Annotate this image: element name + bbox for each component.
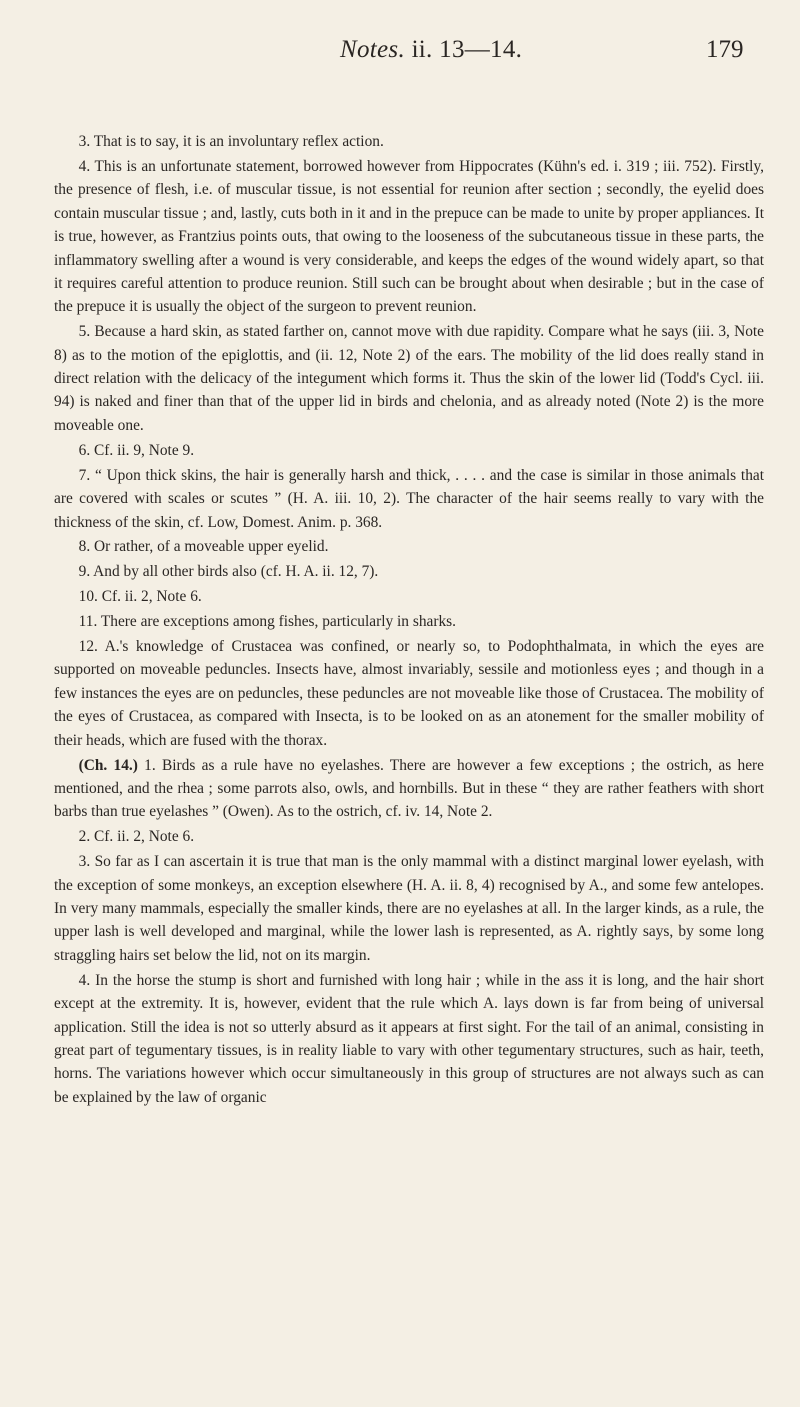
note-text: 8. Or rather, of a moveable upper eyelid. [78,538,329,556]
note-paragraph [54,439,764,462]
note-paragraph [54,560,764,583]
note-paragraph [54,155,764,319]
note-text: 11. There are exceptions among fishes, particularly in sharks. [78,613,457,631]
note-paragraph [54,635,764,752]
note-text: 6. Cf. ii. 9, Note 9. [78,441,195,459]
note-paragraph [54,130,764,153]
note-paragraph [54,464,764,534]
note-text: 3. So far as I can ascertain it is true that man is the only mammal with a distinct marginal lower eyelash, with the exception of some monkeys, an exception elsewhere (H. A. ii. 8, 4) recognised by A., and some few antelopes. In very many mammals, especially the smaller kinds, there are no eyelashes at all. In the larger kinds, as a rule, the upper lash is well developed and marginal, while the lower lash is represented, as A. rightly says, by some long straggling hairs set below the lid, not on its margin. [54,853,764,964]
notes-body [54,130,764,1111]
note-text: 4. In the horse the stump is short and furnished with long hair ; while in the ass it is long, and the hair short except at the extremity. It is, however, evident that the rule which A. lays down is far from being of universal application. Still the idea is not so utterly absurd as it appears at first sight. For the tail of an animal, consisting in great part of tegumentary tissues, is in reality liable to vary with other tegumentary structures, such as hair, teeth, horns. The variations however which occur simultaneously in this group of structures are not always such as can be explained by the law of organic [54,971,764,1106]
running-head-title: Notes. [340,36,405,63]
note-paragraph [54,825,764,848]
note-paragraph [54,535,764,558]
running-head [340,36,522,64]
note-paragraph [54,969,764,1109]
note-text: 3. That is to say, it is an involuntary reflex action. [78,133,384,150]
page-header [0,36,800,76]
note-paragraph [54,610,764,633]
note-paragraph-chapter-start [54,754,764,824]
note-paragraph [54,850,764,967]
note-paragraph [54,320,764,437]
note-text: 5. Because a hard skin, as stated farther on, cannot move with due rapidity. Compare what he says (iii. 3, Note 8) as to the motion of the epiglottis, and (ii. 12, Note 2) of the ears. The mobility of the lid does really stand in direct relation with the delicacy of the integument which forms it. Thus the skin of the lower lid (Todd's Cycl. iii. 94) is naked and finer than that of the upper lid in birds and chelonia, and as already noted (Note 2) is the more moveable one. [54,323,764,434]
page-number: 179 [706,36,744,63]
note-text: 1. Birds as a rule have no eyelashes. There are however a few exceptions ; the ostrich, as here mentioned, and the rhea ; some parrots also, owls, and hornbills. But in these “ they are rather feathers with short barbs than true eyelashes ” (Owen). As to the ostrich, cf. iv. 14, Note 2. [54,756,764,821]
note-text: 4. This is an unfortunate statement, borrowed however from Hippocrates (Kühn's ed. i. 319 ; iii. 752). Firstly, the presence of flesh, i.e. of muscular tissue, is not essential for reunion after section ; secondly, the eyelid does contain muscular tissue ; and, lastly, cuts both in it and in the prepuce can be made to unite by proper appliances. It is true, however, as Frantzius points outs, that owing to the looseness of the subcutaneous tissue in these parts, the inflammatory swelling after a wound is very considerable, and keeps the edges of the wound widely apart, so that it requires careful attention to produce reunion. Still such can be brought about when desirable ; but in the case of the prepuce it is usually the object of the surgeon to prevent reunion. [54,157,764,316]
running-head-chapter: ii. 13—14. [411,36,523,63]
note-text: 12. A.'s knowledge of Crustacea was confined, or nearly so, to Podophthalmata, in which the eyes are supported on moveable peduncles. Insects have, almost invariably, sessile and motionless eyes ; and though in a few instances the eyes are on peduncles, these peduncles are not moveable like those of Crustacea. The mobility of the eyes of Crustacea, as compared with Insecta, is to be looked on as an atonement for the smaller mobility of their heads, which are fused with the thorax. [54,638,764,749]
note-paragraph [54,585,764,608]
note-text: 9. And by all other birds also (cf. H. A. ii. 12, 7). [78,563,379,581]
chapter-label: (Ch. 14.) [78,756,138,774]
note-text: 10. Cf. ii. 2, Note 6. [78,588,202,606]
note-text: 7. “ Upon thick skins, the hair is generally harsh and thick, . . . . and the case is similar in those animals that are covered with scales or scutes ” (H. A. iii. 10, 2). The character of the hair seems really to vary with the thickness of the skin, cf. Low, Domest. Anim. p. 368. [54,466,764,531]
note-text: 2. Cf. ii. 2, Note 6. [78,828,195,846]
